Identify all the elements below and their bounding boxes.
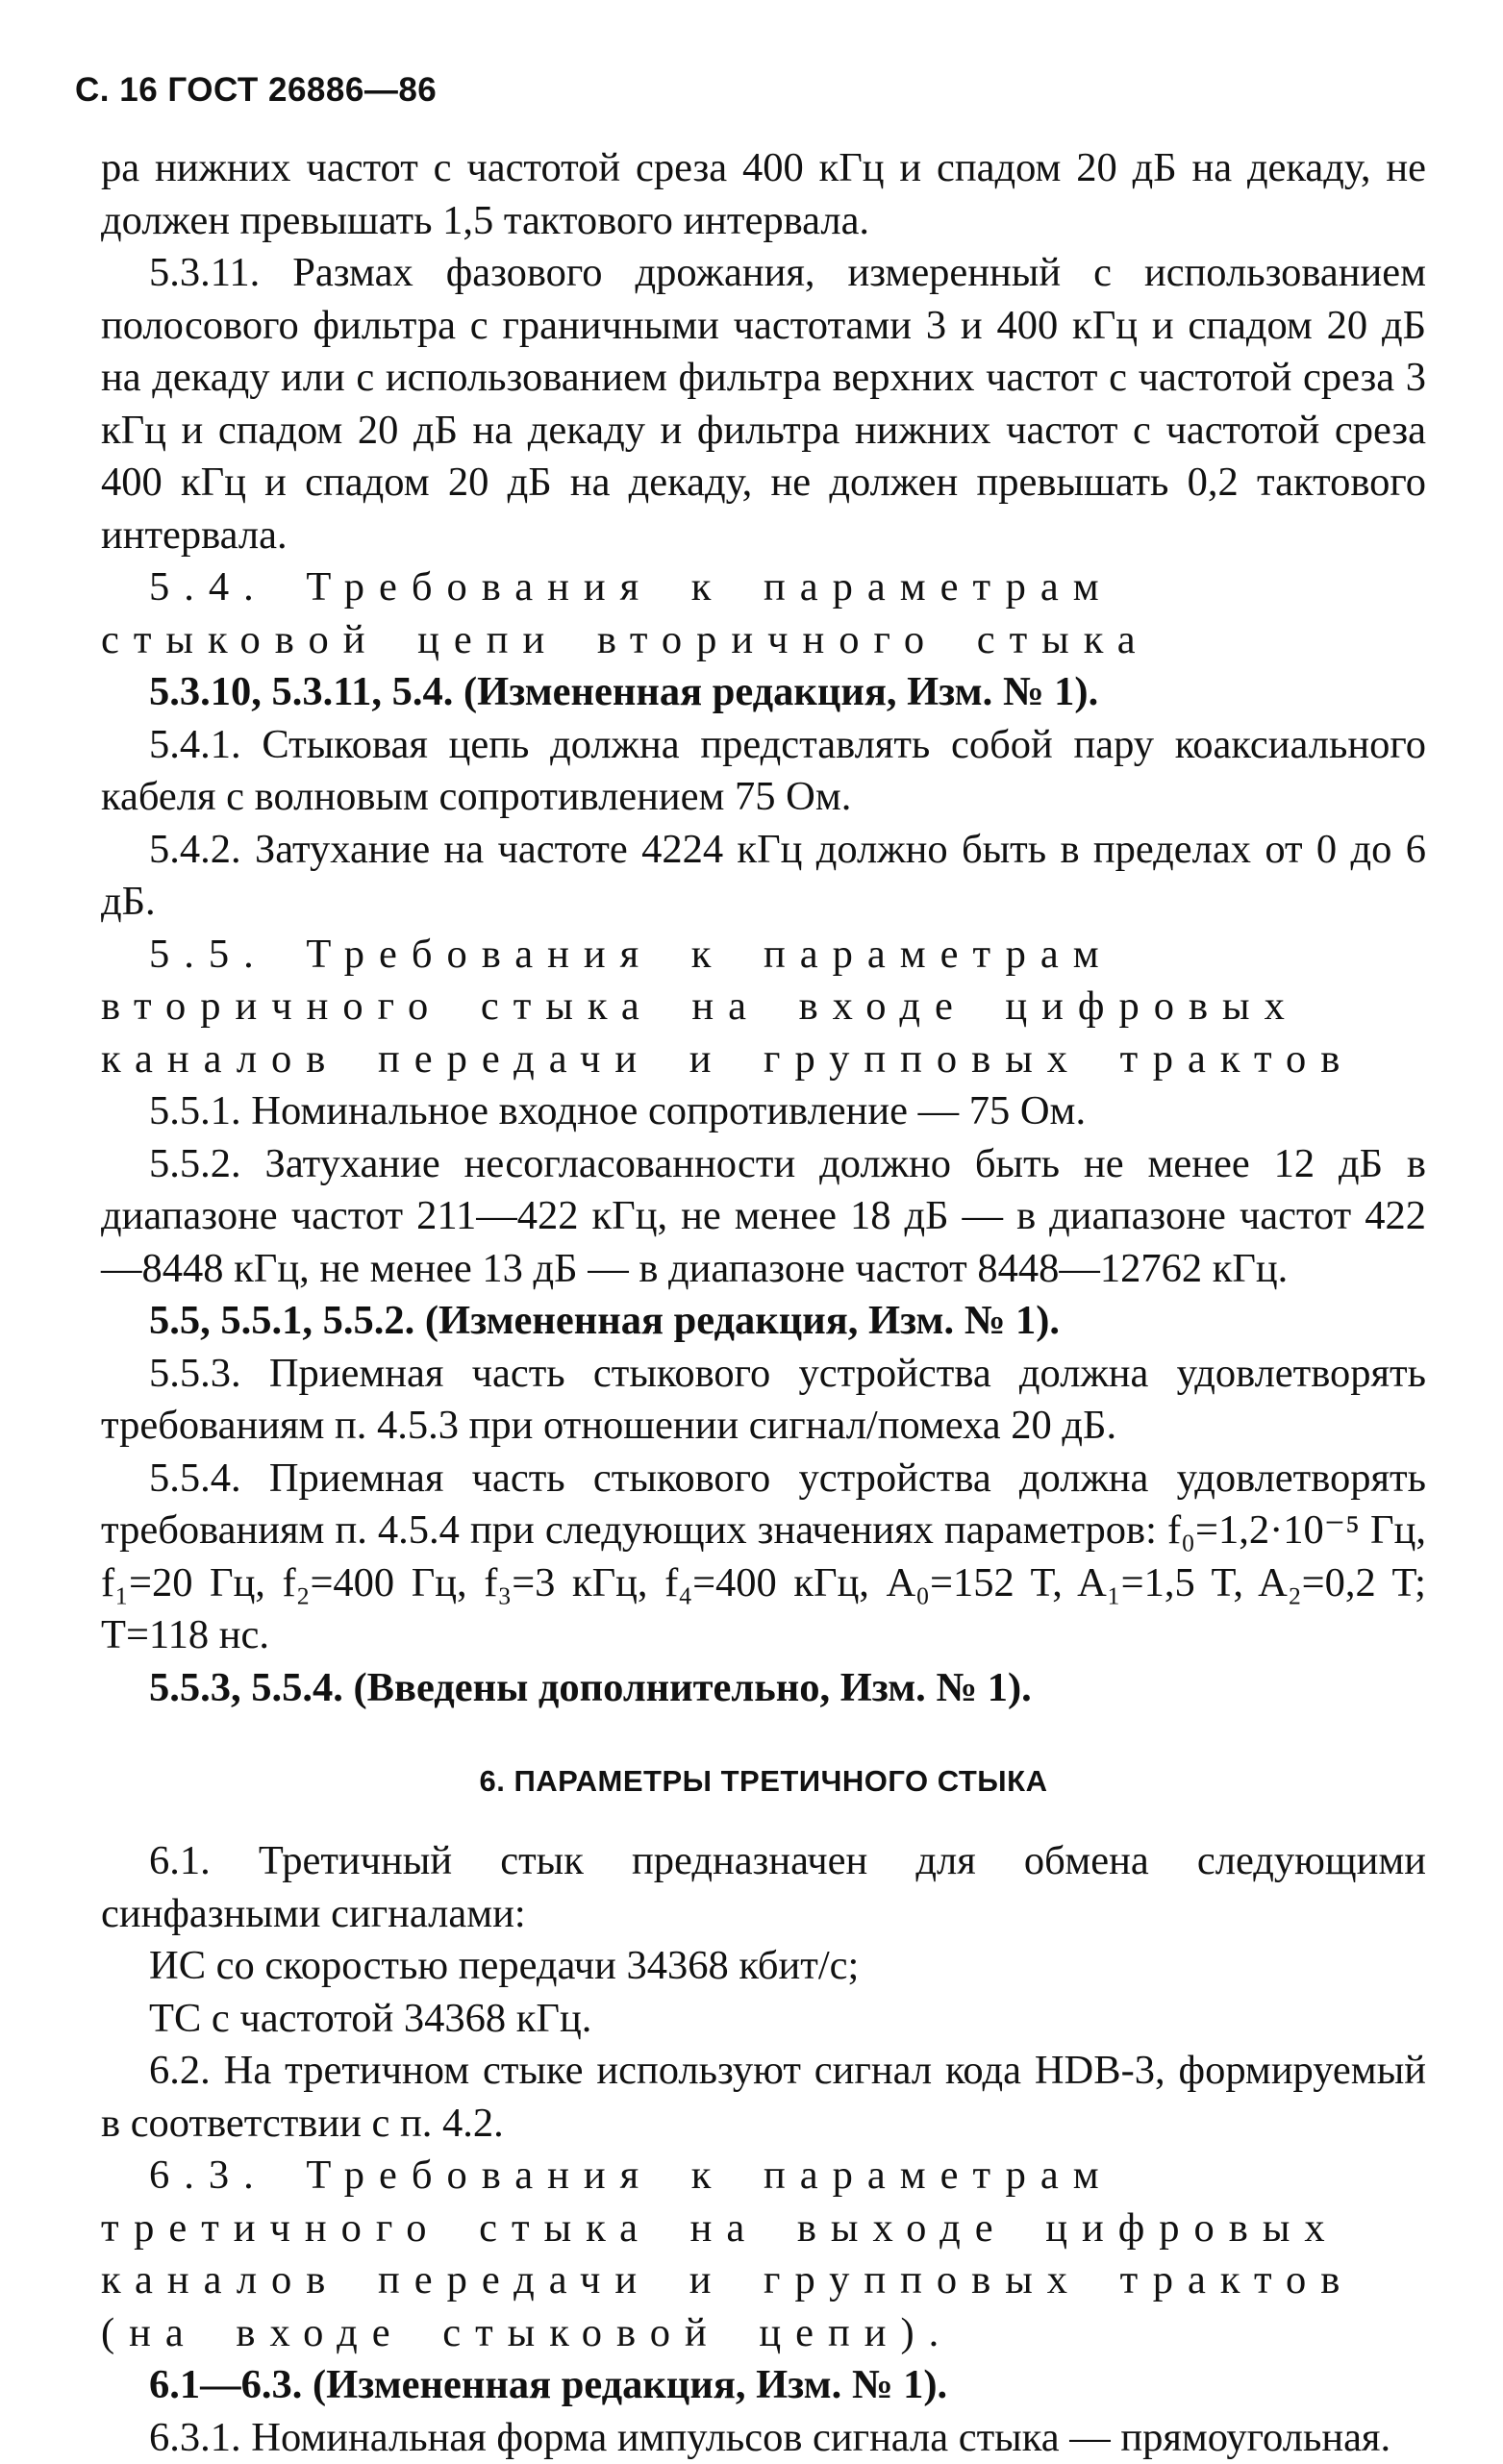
paragraph-6-2: 6.2. На третичном стыке используют сигнал кода HDB-3, формируемый в соответствии с п. 4.2. (101, 2045, 1426, 2150)
paragraph-continuation: ра нижних частот с частотой среза 400 кГц и спадом 20 дБ на декаду, не должен превышать 1,5 тактового интервала. (101, 142, 1426, 247)
paragraph-amendment-note: 5.5, 5.5.1, 5.5.2. (Измененная редакция, Изм. № 1). (101, 1295, 1426, 1348)
document-body (101, 142, 1426, 2464)
paragraph-amendment-note: 5.5.3, 5.5.4. (Введены дополнительно, Изм. № 1). (101, 1662, 1426, 1715)
paragraph-5-5-1: 5.5.1. Номинальное входное сопротивление — 75 Ом. (101, 1085, 1426, 1138)
paragraph-5-4-heading: 5.4. Требования к параметрам стыковой цепи вторичного стыка (101, 561, 1426, 666)
paragraph-5-5-2: 5.5.2. Затухание несогласованности должно быть не менее 12 дБ в диапазоне частот 211—422 кГц, не менее 18 дБ — в диапазоне частот 422—8448 кГц, не менее 13 дБ — в диапазоне частот 8448—12762 кГц. (101, 1138, 1426, 1296)
paragraph-5-5-3: 5.5.3. Приемная часть стыкового устройства должна удовлетворять требованиям п. 4.5.3 при отношении сигнал/помеха 20 дБ. (101, 1348, 1426, 1453)
paragraph-6-3-1: 6.3.1. Номинальная форма импульсов сигнала стыка — прямоугольная. (101, 2412, 1426, 2464)
paragraph-5-4-1: 5.4.1. Стыковая цепь должна представлять собой пару коаксиального кабеля с волновым сопротивлением 75 Ом. (101, 719, 1426, 824)
paragraph-5-5-heading: 5.5. Требования к параметрам вторичного стыка на входе цифровых каналов передачи и групповых трактов (101, 929, 1426, 1086)
paragraph-amendment-note: 6.1—6.3. (Измененная редакция, Изм. № 1). (101, 2359, 1426, 2412)
paragraph-6-1: 6.1. Третичный стык предназначен для обмена следующими синфазными сигналами: (101, 1835, 1426, 1940)
paragraph-5-4-2: 5.4.2. Затухание на частоте 4224 кГц должно быть в пределах от 0 до 6 дБ. (101, 824, 1426, 929)
paragraph-5-5-4: 5.5.4. Приемная часть стыкового устройства должна удовлетворять требованиям п. 4.5.4 при следующих значениях параметров: f₀=1,2·10⁻⁵ Гц, f₁=20 Гц, f₂=400 Гц, f₃=3 кГц, f₄=400 кГц, A₀=152 T, A₁=1,5 T, A₂=0,2 T; T=118 нс. (101, 1453, 1426, 1662)
paragraph-amendment-note: 5.3.10, 5.3.11, 5.4. (Измененная редакция, Изм. № 1). (101, 666, 1426, 719)
list-item: ТС с частотой 34368 кГц. (101, 1993, 1426, 2046)
page-header: С. 16 ГОСТ 26886—86 (75, 71, 437, 110)
paragraph-5-3-11: 5.3.11. Размах фазового дрожания, измеренный с использованием полосового фильтра с граничными частотами 3 и 400 кГц и спадом 20 дБ на декаду или с использованием фильтра верхних частот с частотой среза 3 кГц и спадом 20 дБ на декаду и фильтра нижних частот с частотой среза 400 кГц и спадом 20 дБ на декаду, не должен превышать 0,2 тактового интервала. (101, 247, 1426, 561)
list-item: ИС со скоростью передачи 34368 кбит/с; (101, 1940, 1426, 1993)
section-title: 6. ПАРАМЕТРЫ ТРЕТИЧНОГО СТЫКА (101, 1764, 1426, 1799)
paragraph-6-3-heading: 6.3. Требования к параметрам третичного стыка на выходе цифровых каналов передачи и групповых трактов (на входе стыковой цепи). (101, 2150, 1426, 2359)
